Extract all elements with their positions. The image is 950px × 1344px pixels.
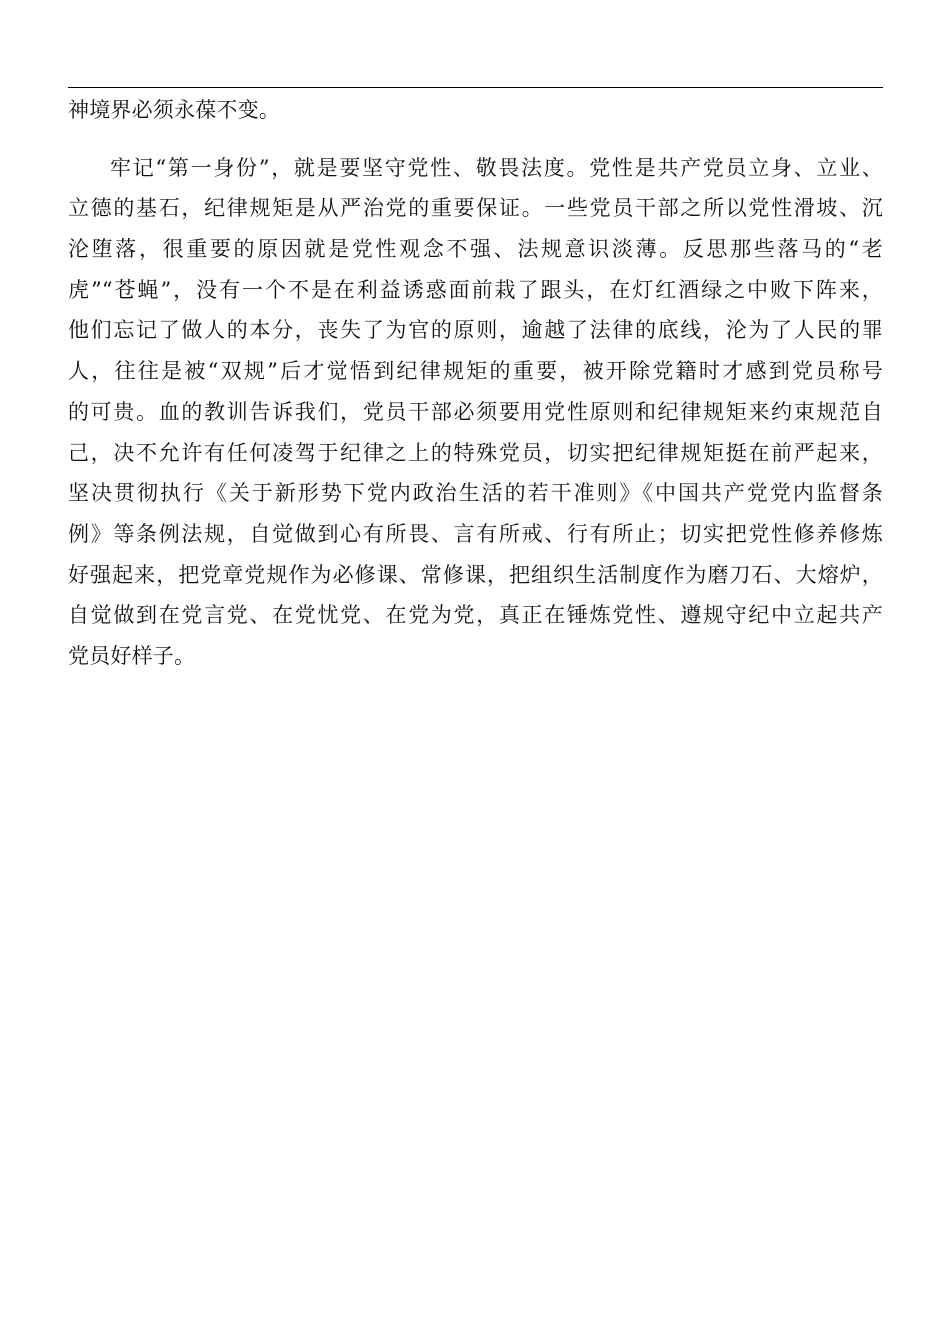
paragraph-2-line-6: 人，往往是被“双规”后才觉悟到纪律规矩的重要，被开除党籍时才感到党员称号: [68, 359, 883, 384]
paragraph-2-line-2: 立德的基石，纪律规矩是从严治党的重要保证。一些党员干部之所以党性滑坡、沉: [68, 196, 883, 221]
paragraph-2-line-10: 例》等条例法规，自觉做到心有所畏、言有所戒、行有所止；切实把党性修养修炼: [68, 521, 883, 546]
paragraph-2-line-8: 己，决不允许有任何凌驾于纪律之上的特殊党员，切实把纪律规矩挺在前严起来，: [68, 440, 883, 465]
paragraph-2-line-5: 他们忘记了做人的本分，丧失了为官的原则，逾越了法律的底线，沦为了人民的罪: [68, 318, 883, 343]
paragraph-2-line-3: 沦堕落，很重要的原因就是党性观念不强、法规意识淡薄。反思那些落马的“老: [68, 237, 883, 262]
paragraph-gap: [68, 131, 883, 148]
paragraph-1-line-1: 神境界必须永葆不变。: [68, 98, 280, 122]
paragraph-2-line-4: 虎”“苍蝇”，没有一个不是在利益诱惑面前栽了跟头，在灯红酒绿之中败下阵来，: [68, 277, 883, 302]
paragraph-2-line-11: 好强起来，把党章党规作为必修课、常修课，把组织生活制度作为磨刀石、大熔炉，: [68, 562, 883, 587]
paragraph-2-line-7: 的可贵。血的教训告诉我们，党员干部必须要用党性原则和纪律规矩来约束规范自: [68, 399, 883, 424]
paragraph-2-line-1: 牢记“第一身份”，就是要坚守党性、敬畏法度。党性是共产党员立身、立业、: [110, 155, 883, 180]
paragraph-2-line-12: 自觉做到在党言党、在党忧党、在党为党，真正在锤炼党性、遵规守纪中立起共产: [68, 603, 883, 628]
document-body: [68, 90, 883, 677]
header-rule: [68, 87, 883, 88]
paragraph-2-line-13: 党员好样子。: [68, 643, 196, 668]
paragraph-2-line-9: 坚决贯彻执行《关于新形势下党内政治生活的若干准则》《中国共产党党内监督条: [68, 481, 883, 506]
